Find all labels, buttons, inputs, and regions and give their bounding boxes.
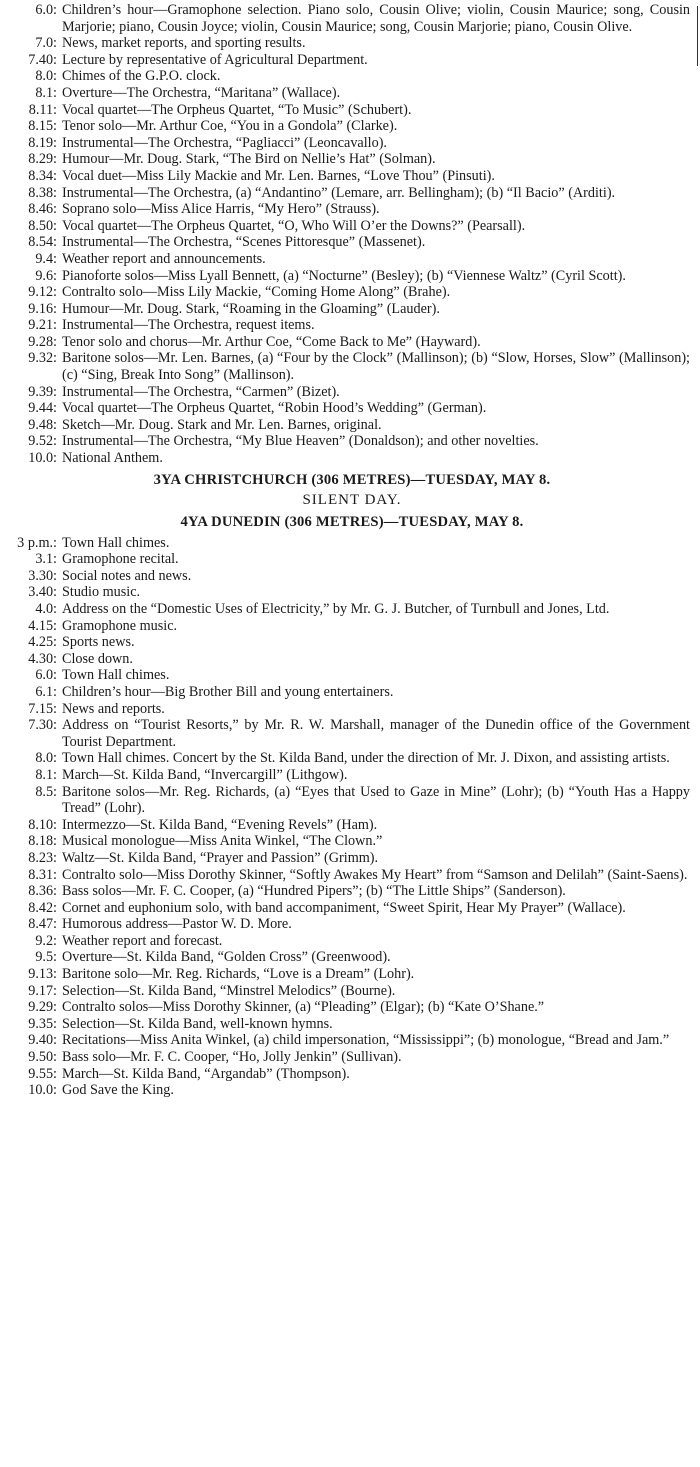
entry-description: Children’s hour—Gramophone selection. Piano solo, Cousin Olive; violin, Cousin Maurice; song, Cousin Marjorie; piano, Cousin Joyce; violin, Cousin Maurice; song, Cousin Marjorie; piano, Cousin Olive. (62, 2, 690, 35)
entry-description: Intermezzo—St. Kilda Band, “Evening Revels” (Ham). (62, 816, 378, 833)
entry-time: 10.0 : (8, 450, 62, 467)
entry-description: Vocal duet—Miss Lily Mackie and Mr. Len. Barnes, “Love Thou” (Pinsuti). (62, 167, 495, 184)
entry-time: 9.21 : (8, 317, 62, 334)
entry-time: 9.17 : (8, 983, 62, 1000)
entry-description: Recitations—Miss Anita Winkel, (a) child impersonation, “Mississippi”; (b) monologue, “Bread and Jam.” (62, 1032, 670, 1049)
entry-time: 9.50 : (8, 1049, 62, 1066)
programme-entry (8, 52, 696, 69)
entry-description: Instrumental—The Orchestra, request items. (62, 317, 315, 334)
station-heading-3ya: 3YA CHRISTCHURCH (306 METRES)—TUESDAY, MAY 8. (153, 471, 551, 488)
programme-entry (8, 651, 696, 668)
entry-time: 8.34 : (8, 168, 62, 185)
programme-entry (8, 634, 696, 651)
entry-time: 8.5 : (8, 784, 62, 817)
entry-description: Instrumental—The Orchestra, “My Blue Heaven” (Donaldson); and other novelties. (62, 433, 539, 450)
column-rule (697, 6, 698, 66)
section-2ya-programme (8, 2, 696, 467)
programme-entry (8, 551, 696, 568)
entry-description: Studio music. (62, 584, 141, 601)
entry-time: 8.47 : (8, 916, 62, 933)
entry-description: Tenor solo and chorus—Mr. Arthur Coe, “Come Back to Me” (Hayward). (62, 333, 481, 350)
programme-entry (8, 601, 696, 618)
entry-description: God Save the King. (62, 1082, 174, 1099)
entry-description: Pianoforte solos—Miss Lyall Bennett, (a) “Nocturne” (Besley); (b) “Viennese Waltz” (Cyril Scott). (62, 267, 626, 284)
programme-entry (8, 535, 696, 552)
entry-description: Town Hall chimes. (62, 667, 170, 684)
entry-time: 9.12 : (8, 284, 62, 301)
entry-time: 9.5 : (8, 949, 62, 966)
programme-entry (8, 350, 696, 383)
entry-description: Instrumental—The Orchestra, (a) “Andantino” (Lemare, arr. Bellingham); (b) “Il Bacio” (Arditi). (62, 184, 616, 201)
entry-description: Gramophone music. (62, 617, 178, 634)
programme-entry (8, 68, 696, 85)
programme-entry (8, 2, 696, 35)
programme-entry (8, 966, 696, 983)
entry-description: Vocal quartet—The Orpheus Quartet, “To Music” (Schubert). (62, 101, 412, 118)
entry-description: Cornet and euphonium solo, with band accompaniment, “Sweet Spirit, Hear My Prayer” (Wallace). (62, 899, 626, 916)
programme-entry (8, 1049, 696, 1066)
entry-description: Vocal quartet—The Orpheus Quartet, “O, Who Will O’er the Downs?” (Pearsall). (62, 217, 526, 234)
programme-entry (8, 1032, 696, 1049)
programme-entry (8, 384, 696, 401)
entry-time: 7.30 : (8, 717, 62, 750)
entry-time: 8.11 : (8, 102, 62, 119)
entry-description: Baritone solos—Mr. Reg. Richards, (a) “Eyes that Used to Gaze in Mine” (Lohr); (b) “Youth Has a Happy Tread” (Lohr). (62, 783, 690, 817)
entry-time: 8.10 : (8, 817, 62, 834)
entry-description: March—St. Kilda Band, “Argandab” (Thompson). (62, 1065, 350, 1082)
entry-time: 8.15 : (8, 118, 62, 135)
entry-description: Town Hall chimes. (62, 534, 170, 551)
entry-description: Overture—The Orchestra, “Maritana” (Wallace). (62, 84, 341, 101)
entry-time: 6.0 : (8, 667, 62, 684)
programme-entry (8, 999, 696, 1016)
programme-entry (8, 883, 696, 900)
entry-time: 8.1 : (8, 767, 62, 784)
entry-time: 8.19 : (8, 135, 62, 152)
programme-entry (8, 268, 696, 285)
station-heading-4ya: 4YA DUNEDIN (306 METRES)—TUESDAY, MAY 8. (180, 513, 524, 530)
programme-entry (8, 317, 696, 334)
programme-entry (8, 334, 696, 351)
entry-time: 9.48 : (8, 417, 62, 434)
entry-description: Vocal quartet—The Orpheus Quartet, “Robin Hood’s Wedding” (German). (62, 400, 487, 417)
programme-entry (8, 701, 696, 718)
programme-entry (8, 102, 696, 119)
entry-time: 9.52 : (8, 433, 62, 450)
programme-entry (8, 784, 696, 817)
entry-description: Humour—Mr. Doug. Stark, “Roaming in the Gloaming” (Lauder). (62, 300, 440, 317)
entry-time: 7.40 : (8, 52, 62, 69)
programme-entry (8, 151, 696, 168)
entry-description: Address on the “Domestic Uses of Electricity,” by Mr. G. J. Butcher, of Turnbull and Jones, Ltd. (62, 601, 610, 617)
entry-description: National Anthem. (62, 450, 163, 467)
entry-description: Humorous address—Pastor W. D. More. (62, 916, 292, 933)
programme-entry (8, 983, 696, 1000)
programme-entry (8, 168, 696, 185)
programme-entry (8, 400, 696, 417)
entry-time: 8.38 : (8, 185, 62, 202)
programme-entry (8, 833, 696, 850)
entry-time: 6.1 : (8, 684, 62, 701)
programme-entry (8, 218, 696, 235)
programme-entry (8, 900, 696, 917)
entry-description: Baritone solos—Mr. Len. Barnes, (a) “Four by the Clock” (Mallinson); (b) “Slow, Horses, Slow” (Mallinson); (c) “Sing, Break Into Song” (Mallinson). (62, 350, 690, 384)
programme-entry (8, 201, 696, 218)
programme-entry (8, 750, 696, 767)
programme-entry (8, 1016, 696, 1033)
entry-time: 4.0 : (8, 601, 62, 618)
programme-entry (8, 933, 696, 950)
programme-entry (8, 584, 696, 601)
entry-time: 9.2 : (8, 933, 62, 950)
programme-entry (8, 667, 696, 684)
programme-entry (8, 618, 696, 635)
entry-description: Children’s hour—Big Brother Bill and young entertainers. (62, 683, 394, 700)
programme-entry (8, 417, 696, 434)
entry-time: 9.44 : (8, 400, 62, 417)
entry-time: 3 p.m. : (8, 535, 62, 552)
programme-entry (8, 450, 696, 467)
entry-description: Instrumental—The Orchestra, “Scenes Pittoresque” (Massenet). (62, 234, 426, 251)
entry-time: 8.1 : (8, 85, 62, 102)
programme-entry (8, 35, 696, 52)
entry-description: Social notes and news. (62, 567, 192, 584)
entry-description: Overture—St. Kilda Band, “Golden Cross” (Greenwood). (62, 949, 391, 966)
section-3ya-christchurch (8, 472, 696, 509)
entry-description: Instrumental—The Orchestra, “Pagliacci” (Leoncavallo). (62, 134, 387, 151)
entry-time: 8.29 : (8, 151, 62, 168)
programme-entry (8, 684, 696, 701)
programme-entry (8, 568, 696, 585)
entry-description: Address on “Tourist Resorts,” by Mr. R. W. Marshall, manager of the Dunedin office of the Government Tourist Department. (62, 717, 690, 750)
entry-description: Sports news. (62, 634, 135, 651)
entry-time: 8.31 : (8, 867, 62, 884)
entry-description: Gramophone recital. (62, 551, 179, 568)
entry-time: 8.46 : (8, 201, 62, 218)
entry-time: 8.50 : (8, 218, 62, 235)
programme-entry (8, 185, 696, 202)
entry-description: Chimes of the G.P.O. clock. (62, 68, 221, 85)
entry-description: Waltz—St. Kilda Band, “Prayer and Passion” (Grimm). (62, 849, 379, 866)
programme-entry (8, 234, 696, 251)
entry-description: News, market reports, and sporting results. (62, 35, 306, 52)
entry-description: Baritone solo—Mr. Reg. Richards, “Love is a Dream” (Lohr). (62, 966, 415, 983)
programme-entry (8, 916, 696, 933)
entry-time: 8.0 : (8, 750, 62, 767)
programme-entry (8, 118, 696, 135)
entry-description: Contralto solo—Miss Lily Mackie, “Coming Home Along” (Brahe). (62, 284, 451, 301)
entry-time: 8.23 : (8, 850, 62, 867)
entry-description: Close down. (62, 650, 133, 667)
entry-time: 9.28 : (8, 334, 62, 351)
entry-time: 9.35 : (8, 1016, 62, 1033)
entry-description: Instrumental—The Orchestra, “Carmen” (Bizet). (62, 383, 340, 400)
entry-time: 6.0 : (8, 2, 62, 35)
entry-description: Town Hall chimes. Concert by the St. Kilda Band, under the direction of Mr. J. Dixon, and assisting artists. (62, 750, 670, 767)
programme-entry (8, 251, 696, 268)
programme-entry (8, 867, 696, 884)
programme-entry (8, 767, 696, 784)
section-4ya-dunedin (8, 514, 696, 1099)
entry-description: Humour—Mr. Doug. Stark, “The Bird on Nellie’s Hat” (Solman). (62, 151, 436, 168)
entry-description: Selection—St. Kilda Band, “Minstrel Melodics” (Bourne). (62, 982, 396, 999)
entry-description: Lecture by representative of Agricultural Department. (62, 51, 368, 68)
programme-list-4ya (8, 535, 696, 1099)
entry-time: 7.15 : (8, 701, 62, 718)
programme-list-2ya (8, 2, 696, 467)
entry-time: 9.39 : (8, 384, 62, 401)
programme-entry (8, 817, 696, 834)
entry-description: Contralto solos—Miss Dorothy Skinner, (a) “Pleading” (Elgar); (b) “Kate O’Shane.” (62, 999, 545, 1016)
entry-description: Bass solos—Mr. F. C. Cooper, (a) “Hundred Pipers”; (b) “The Little Ships” (Sanderson). (62, 883, 566, 900)
programme-entry (8, 1082, 696, 1099)
entry-description: Selection—St. Kilda Band, well-known hymns. (62, 1015, 333, 1032)
programme-entry (8, 433, 696, 450)
programme-entry (8, 949, 696, 966)
entry-time: 8.36 : (8, 883, 62, 900)
entry-description: Weather report and announcements. (62, 250, 266, 267)
entry-time: 4.25 : (8, 634, 62, 651)
entry-time: 9.40 : (8, 1032, 62, 1049)
entry-time: 9.13 : (8, 966, 62, 983)
entry-description: Sketch—Mr. Doug. Stark and Mr. Len. Barnes, original. (62, 416, 382, 433)
entry-description: Contralto solo—Miss Dorothy Skinner, “Softly Awakes My Heart” from “Samson and Delilah” (Saint-Saens). (62, 866, 688, 883)
entry-description: News and reports. (62, 700, 165, 717)
programme-entry (8, 1066, 696, 1083)
entry-time: 9.29 : (8, 999, 62, 1016)
programme-entry (8, 135, 696, 152)
entry-time: 4.30 : (8, 651, 62, 668)
programme-entry (8, 717, 696, 750)
entry-time: 8.18 : (8, 833, 62, 850)
entry-time: 9.6 : (8, 268, 62, 285)
entry-description: Weather report and forecast. (62, 932, 223, 949)
entry-description: Soprano solo—Miss Alice Harris, “My Hero” (Strauss). (62, 201, 380, 218)
entry-time: 9.4 : (8, 251, 62, 268)
entry-time: 7.0 : (8, 35, 62, 52)
entry-time: 9.32 : (8, 350, 62, 383)
entry-time: 9.55 : (8, 1066, 62, 1083)
programme-entry (8, 850, 696, 867)
silent-day-note: SILENT DAY. (302, 491, 402, 508)
entry-time: 3.30 : (8, 568, 62, 585)
entry-time: 8.0 : (8, 68, 62, 85)
entry-time: 3.40 : (8, 584, 62, 601)
entry-description: Tenor solo—Mr. Arthur Coe, “You in a Gondola” (Clarke). (62, 118, 398, 135)
entry-time: 3.1 : (8, 551, 62, 568)
programme-entry (8, 284, 696, 301)
entry-time: 9.16 : (8, 301, 62, 318)
entry-description: March—St. Kilda Band, “Invercargill” (Lithgow). (62, 766, 348, 783)
programme-entry (8, 85, 696, 102)
entry-time: 8.54 : (8, 234, 62, 251)
entry-description: Musical monologue—Miss Anita Winkel, “The Clown.” (62, 833, 383, 850)
entry-description: Bass solo—Mr. F. C. Cooper, “Ho, Jolly Jenkin” (Sullivan). (62, 1049, 402, 1066)
entry-time: 8.42 : (8, 900, 62, 917)
entry-time: 10.0 : (8, 1082, 62, 1099)
programme-entry (8, 301, 696, 318)
entry-time: 4.15 : (8, 618, 62, 635)
